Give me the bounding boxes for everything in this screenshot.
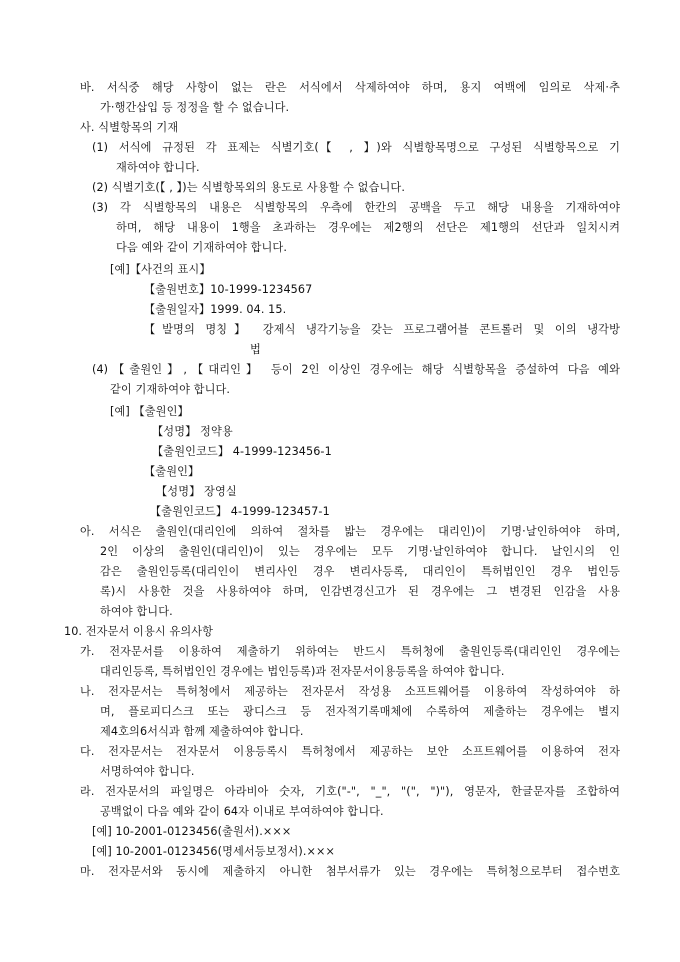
text-line: 하여야 합니다.	[100, 605, 173, 618]
example-item: 【성명】 장영실	[156, 485, 237, 498]
example-item: 【발명의 명칭】 강제식 냉각기능을 갖는 프로그램어블 콘트롤러 및 이의 냉각방	[144, 323, 620, 336]
text-line: 아. 서식은 출원인(대리인에 의하여 절차를 밟는 경우에는 대리인)이 기명·날인하여야 하며,	[80, 525, 620, 538]
text-line: 대리인등록, 특허법인인 경우에는 법인등록)과 전자문서이용등록을 하여야 합니다.	[100, 665, 505, 678]
text-line: 재하여야 합니다.	[116, 161, 200, 174]
section-heading: 10. 전자문서 이용시 유의사항	[64, 625, 214, 638]
text-line: 마. 전자문서와 동시에 제출하지 아니한 첨부서류가 있는 경우에는 특허청으로부터 접수번호	[80, 865, 620, 878]
example-item: 【출원일자】1999. 04. 15.	[144, 303, 287, 316]
text-line: 감은 출원인등록(대리인이 변리사인 경우 변리사등록, 대리인이 특허법인인 경우 법인등	[100, 565, 620, 578]
example-item: [예] 10-2001-0123456(명세서등보정서).×××	[92, 845, 335, 858]
text-line: (3) 각 식별항목의 내용은 식별항목의 우측에 한칸의 공백을 두고 해당 내용을 기재하여야	[92, 201, 620, 214]
text-line: 2인 이상의 출원인(대리인)이 있는 경우에는 모두 기명·날인하여야 합니다. 날인시의 인	[100, 545, 620, 558]
example-item: 법	[250, 343, 261, 356]
text-line: 나. 전자문서는 특허청에서 제공하는 전자문서 작성용 소프트웨어를 이용하여 작성하여야 하	[80, 685, 620, 698]
text-line: 공백없이 다음 예와 같이 64자 이내로 부여하여야 합니다.	[100, 805, 384, 818]
example-label: [예] 【출원인】	[110, 405, 189, 418]
text-line: 바. 서식중 해당 사항이 없는 란은 서식에서 삭제하여야 하며, 용지 여백에 임의로 삭제·추	[80, 81, 620, 94]
text-line: (1) 서식에 규정된 각 표제는 식별기호(【 , 】)와 식별항목명으로 구성된 식별항목으로 기	[92, 141, 620, 154]
text-line: 제4호의6서식과 함께 제출하여야 합니다.	[100, 725, 304, 738]
text-line: 서명하여야 합니다.	[100, 765, 195, 778]
section-heading: 사. 식별항목의 기재	[80, 121, 179, 134]
example-item: 【출원인】	[144, 465, 200, 478]
text-line: (4)【출원인】,【대리인】 등이 2인 이상인 경우에는 해당 식별항목을 증설하여 다음 예와	[92, 363, 620, 376]
example-item: [예] 10-2001-0123456(출원서).×××	[92, 825, 292, 838]
text-line: 가·행간삽입 등 정정을 할 수 없습니다.	[100, 101, 290, 114]
text-line: 라. 전자문서의 파일명은 아라비아 숫자, 기호("-", "_", "(", ")"), 영문자, 한글문자를 조합하여	[80, 785, 620, 798]
text-line: 록)시 사용한 것을 사용하여야 하며, 인감변경신고가 된 경우에는 그 변경된 인감을 사용	[100, 585, 620, 598]
text-line: 같이 기재하여야 합니다.	[110, 383, 231, 396]
example-item: 【출원인코드】 4-1999-123456-1	[152, 445, 332, 458]
text-line: 하며, 해당 내용이 1행을 초과하는 경우에는 제2행의 선단은 제1행의 선단과 일치시켜	[116, 221, 620, 234]
text-line: 며, 플로피디스크 또는 광디스크 등 전자적기록매체에 수록하여 제출하는 경우에는 별지	[100, 705, 620, 718]
text-line: 가. 전자문서를 이용하여 제출하기 위하여는 반드시 특허청에 출원인등록(대리인인 경우에는	[80, 645, 620, 658]
text-line: 다음 예와 같이 기재하여야 합니다.	[116, 241, 287, 254]
example-item: 【출원인코드】 4-1999-123457-1	[150, 505, 330, 518]
example-label: [예]【사건의 표시】	[110, 263, 211, 276]
text-line: (2) 식별기호(【 , 】)는 식별항목외의 용도로 사용할 수 없습니다.	[92, 181, 405, 194]
example-item: 【성명】 정약용	[152, 425, 233, 438]
text-line: 다. 전자문서는 전자문서 이용등록시 특허청에서 제공하는 보안 소프트웨어를 이용하여 전자	[80, 745, 620, 758]
example-item: 【출원번호】10-1999-1234567	[144, 283, 313, 296]
